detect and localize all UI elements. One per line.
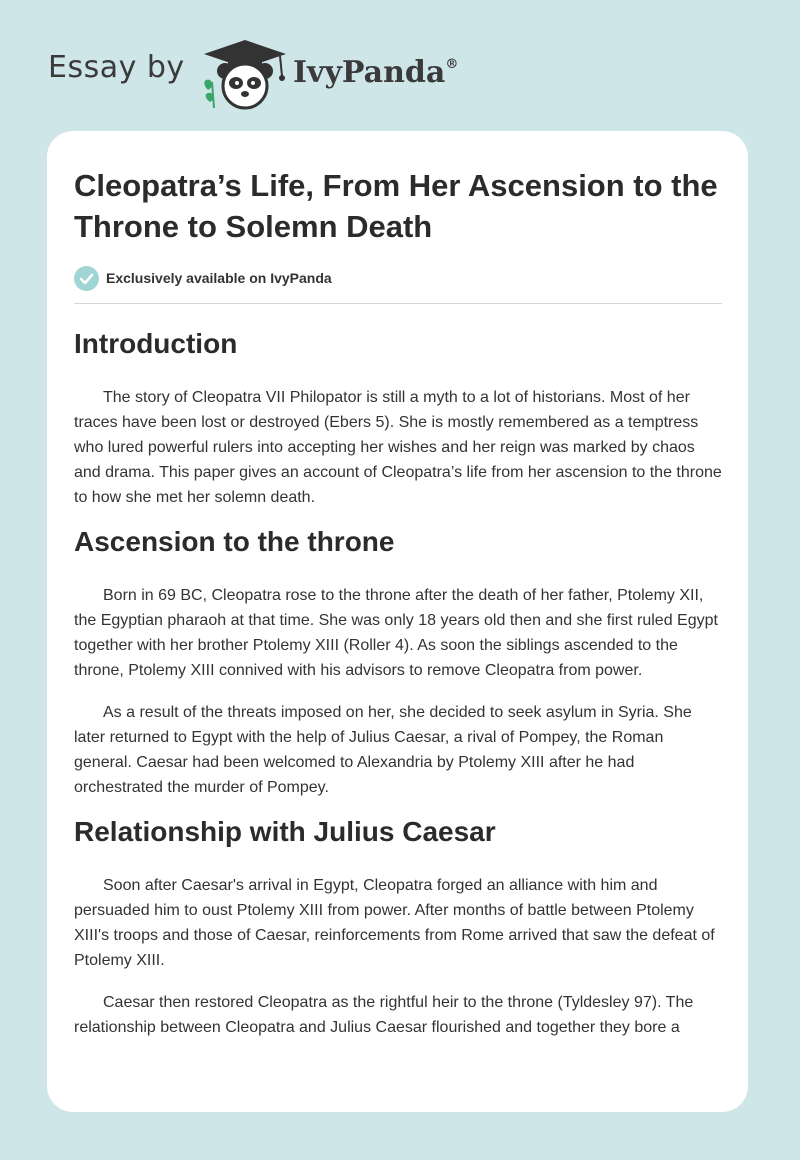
divider — [74, 303, 722, 304]
section-heading: Relationship with Julius Caesar — [74, 816, 496, 847]
paragraph: As a result of the threats imposed on her, she decided to seek asylum in Syria. She later returned to Egypt with the help of Julius Caesar, a rival of Pompey, the Roman general. Caesar had been welcomed to Alexandria by Ptolemy XIII after he had orchestrated the murder of Pompey. — [74, 704, 692, 796]
section-heading: Ascension to the throne — [74, 526, 395, 557]
badge-label: Exclusively available on IvyPanda — [106, 270, 332, 286]
essay-by-label: Essay by — [48, 50, 185, 85]
registered-mark: ® — [445, 57, 459, 72]
check-icon — [74, 266, 99, 291]
paragraph: The story of Cleopatra VII Philopator is still a myth to a lot of historians. Most of her traces have been lost or destroyed (Ebers 5). She is mostly remembered as a temptress who lured powerful rulers into accepting her wishes and her reign was marked by chaos and drama. This paper gives an account of Cleopatra’s life from her ascension to the throne to how she met her solemn death. — [74, 389, 722, 506]
brand-name[interactable]: IvyPanda® — [293, 55, 459, 90]
paragraph: Soon after Caesar's arrival in Egypt, Cleopatra forged an alliance with him and persuaded him to oust Ptolemy XIII from power. After months of battle between Ptolemy XIII's troops and those of Caesar, reinforcements from Rome arrived that saw the defeat of Ptolemy XIII. — [74, 877, 715, 969]
essay-body — [74, 324, 722, 1040]
paragraph: Caesar then restored Cleopatra as the rightful heir to the throne (Tyldesley 97). The relationship between Cleopatra and Julius Caesar flourished and together they bore a — [74, 994, 694, 1036]
essay-title: Cleopatra’s Life, From Her Ascension to the Throne to Solemn Death — [74, 168, 718, 244]
exclusive-badge — [74, 265, 332, 291]
panda-logo-icon[interactable] — [200, 38, 290, 110]
section-heading: Introduction — [74, 328, 238, 359]
essay-card — [47, 131, 748, 1112]
site-header — [0, 0, 800, 130]
paragraph: Born in 69 BC, Cleopatra rose to the throne after the death of her father, Ptolemy XII, the Egyptian pharaoh at that time. She was only 18 years old then and she first ruled Egypt together with her brother Ptolemy XIII (Roller 4). As soon the siblings ascended to the throne, Ptolemy XIII connived with his advisors to remove Cleopatra from power. — [74, 587, 718, 679]
